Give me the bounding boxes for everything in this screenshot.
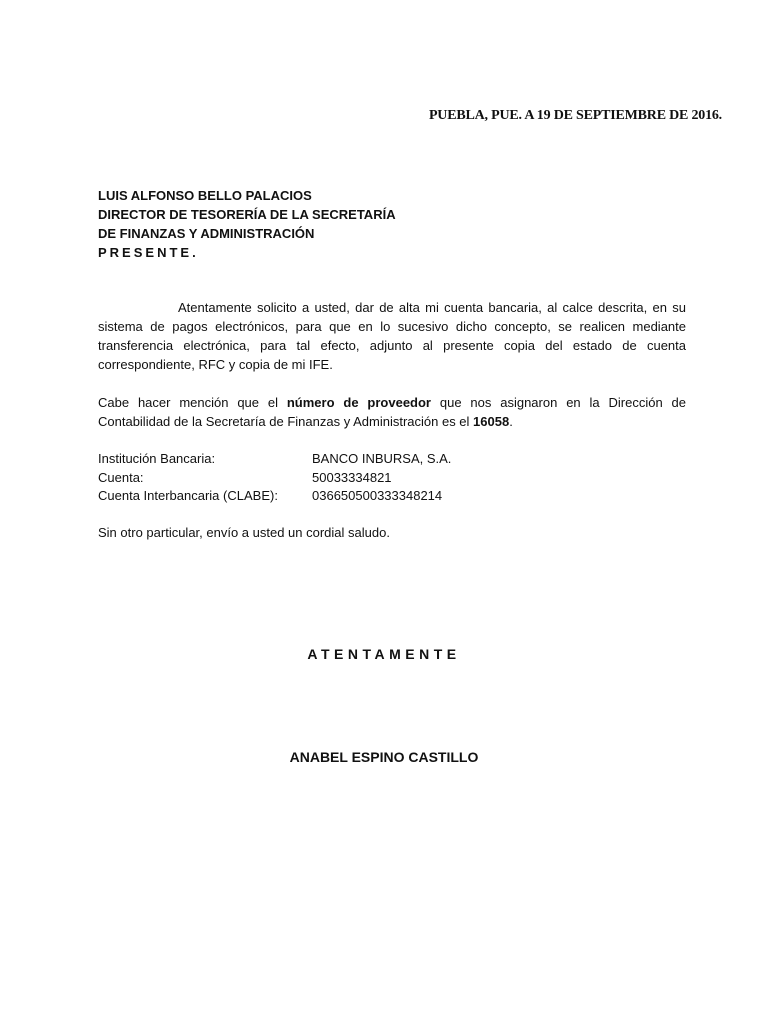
atentamente-heading: ATENTAMENTE [307, 646, 461, 662]
recipient-title: DIRECTOR DE TESORERÍA DE LA SECRETARÍA [98, 207, 396, 222]
recipient-block [98, 186, 396, 262]
recipient-name: LUIS ALFONSO BELLO PALACIOS [98, 188, 312, 203]
p2-text-2: que nos asignaron en la Dirección de Contabilidad de la Secretaría de Finanzas y Administración es el [98, 395, 686, 429]
bank-label: Cuenta Interbancaria (CLABE): [98, 488, 278, 503]
supplier-number-paragraph [98, 393, 686, 431]
request-paragraph: Atentamente solicito a usted, dar de alta mi cuenta bancaria, al calce descrita, en su sistema de pagos electrónicos, para que en lo sucesivo dicho concepto, se realicen mediante transferencia electrónica, para tal efecto, adjunto al presente copia del estado de cuenta correspondiente, RFC y copia de mi IFE. [98, 300, 686, 372]
bank-details [98, 450, 451, 506]
p2-text-3: . [509, 414, 513, 429]
p2-text-1: Cabe hacer mención que el [98, 395, 287, 410]
bank-row-institution [98, 450, 451, 469]
recipient-presente: PRESENTE. [98, 245, 199, 260]
date-line: PUEBLA, PUE. A 19 DE SEPTIEMBRE DE 2016. [428, 108, 722, 123]
bank-value: BANCO INBURSA, S.A. [312, 451, 452, 466]
bank-value: 50033334821 [312, 469, 392, 485]
recipient-department: DE FINANZAS Y ADMINISTRACIÓN [98, 226, 315, 241]
bank-row-account [98, 469, 451, 488]
supplier-number-value: 16058 [473, 414, 510, 429]
supplier-number-label: número de proveedor [286, 395, 431, 410]
bank-label: Cuenta: [98, 469, 144, 485]
bank-row-clabe [98, 487, 451, 506]
closing-line: Sin otro particular, envío a usted un cordial saludo. [98, 525, 390, 540]
signer-name: ANABEL ESPINO CASTILLO [289, 749, 479, 765]
bank-label: Institución Bancaria: [98, 451, 216, 466]
bank-value: 036650500333348214 [312, 488, 443, 503]
